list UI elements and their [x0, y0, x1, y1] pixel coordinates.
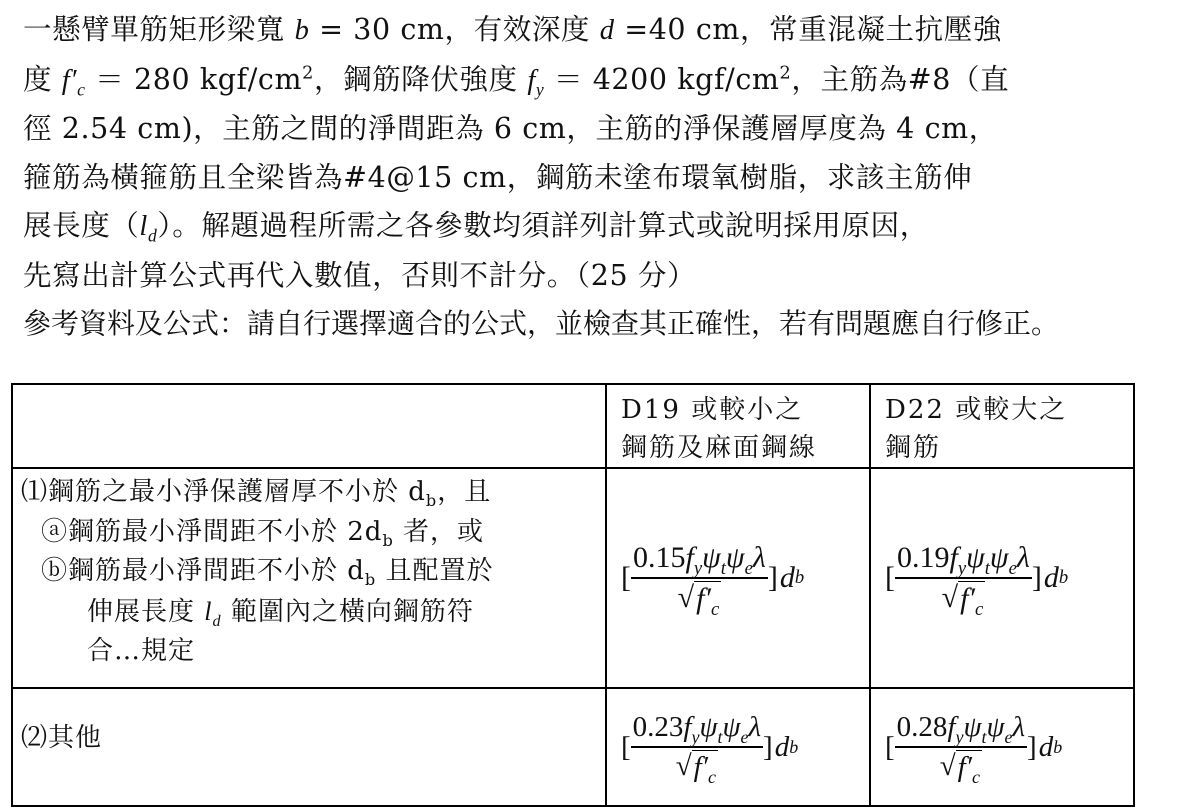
problem-line-4: 箍筋為橫箍筋且全梁皆為#4@15 cm，鋼筋未塗布環氧樹脂，求該主筋伸 [23, 160, 973, 194]
header-small-bars: D19 或較小之 鋼筋及麻面鋼線 [606, 384, 870, 468]
problem-line-5: 展長度$(l_d)$。解題過程所需之各參數均須詳列計算式或說明採用原因， [23, 209, 929, 246]
problem-line-3: 徑 2.54 cm)，主筋之間的淨間距為 6 cm，主筋的淨保護層厚度為 4 cm， [23, 112, 998, 145]
formula-row1-large: [ $0.19f_y\psi_t\psi_e\lambda$ √ $f'_c$ ] d b [870, 468, 1134, 688]
formula-row2-small: [ $0.23f_y\psi_t\psi_e\lambda$ √ $f'_c$ ] d b [606, 688, 870, 806]
problem-line-6: 先寫出計算公式再代入數值，否則不計分。（25 分） [23, 258, 697, 292]
table-header-empty-cell [12, 384, 606, 468]
table-row [12, 468, 1134, 688]
condition-2-cell: ⑵其他 [12, 688, 606, 806]
problem-line-1: 一懸臂單筋矩形梁寬 b = 30 cm，有效深度 d =40 cm，常重混凝土抗壓強 [23, 13, 1002, 46]
table-header-row [12, 384, 1134, 468]
table-row [12, 688, 1134, 806]
problem-line-2: 度 $f'_c = 280$ kgf/$cm^2$，鋼筋降伏強度 $f_y = 4200$ kgf/$cm^2$，主筋為#8（直 [23, 62, 1010, 100]
condition-1-cell: ⑴鋼筋之最小淨保護層厚不小於 $d_b$，且 ⓐ鋼筋最小淨間距不小於 $2d_b$ 者，或 ⓑ鋼筋最小淨間距不小於 $d_b$ 且配置於 伸展長度 $l_d$ 範圍內之橫向鋼筋符 合…規定 [12, 468, 606, 688]
development-length-table [11, 383, 1135, 807]
formula-row1-small: [ $0.15f_y\psi_t\psi_e\lambda$ √ $f'_c$ ] d b [606, 468, 870, 688]
reference-note: 參考資料及公式：請自行選擇適合的公式，並檢查其正確性，若有問題應自行修正。 [23, 307, 1060, 340]
problem-statement [23, 6, 1173, 349]
formula-row2-large: [ $0.28f_y\psi_t\psi_e\lambda$ √ $f'_c$ ] d b [870, 688, 1134, 806]
header-large-bars: D22 或較大之 鋼筋 [870, 384, 1134, 468]
